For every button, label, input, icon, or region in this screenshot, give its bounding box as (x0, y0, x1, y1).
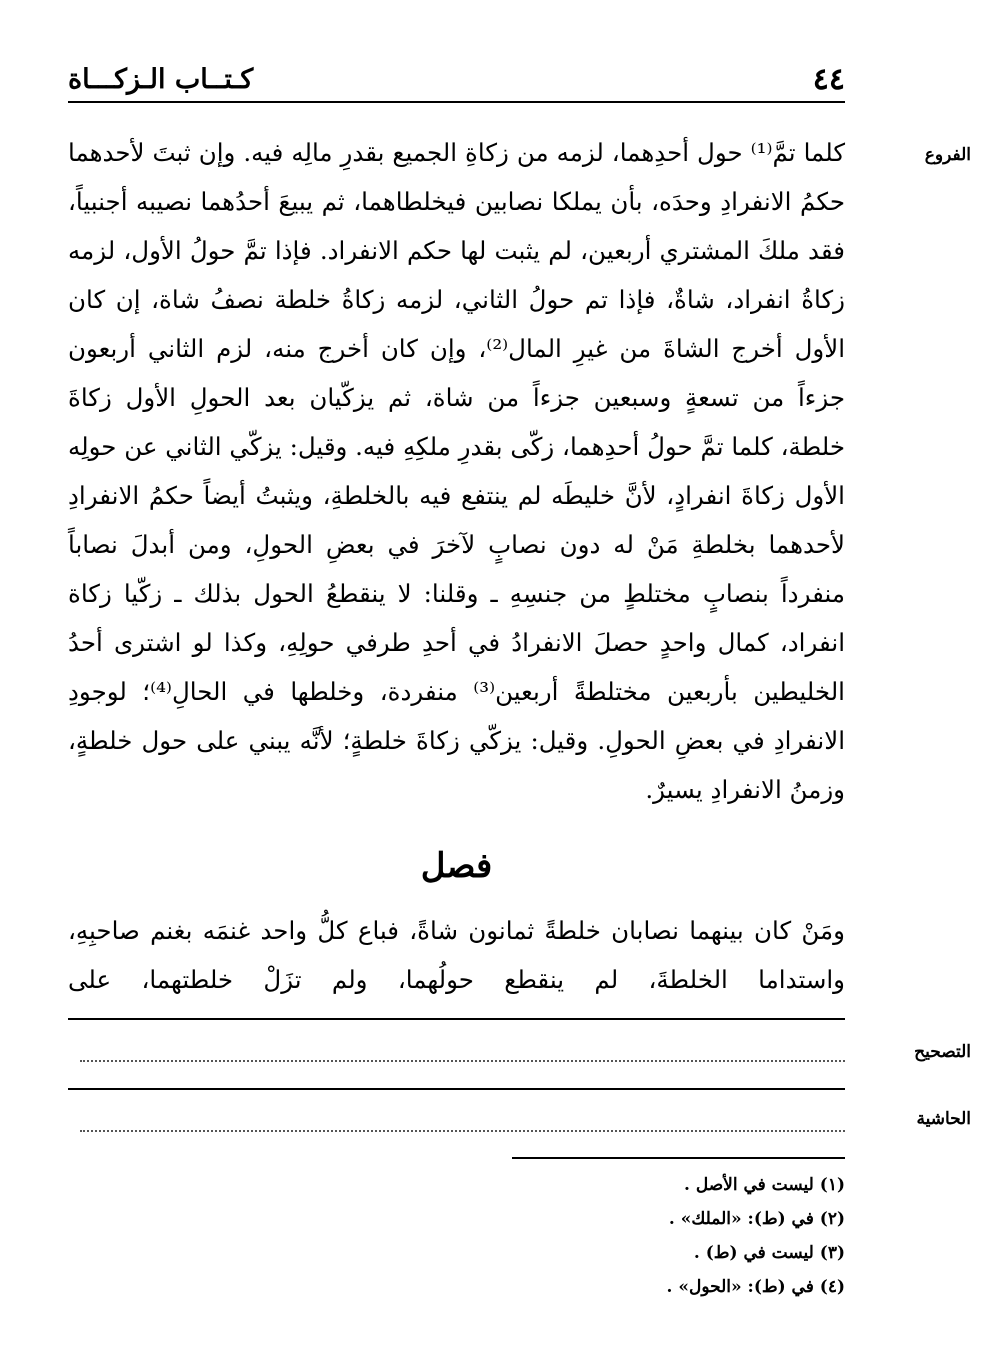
footnote-item: (٤) في (ط): «الحول» . (666, 1277, 845, 1297)
footnote-item: (٣) ليست في (ط) . (693, 1243, 845, 1263)
header-rule (68, 101, 845, 103)
tashih-dotted-line (80, 1060, 845, 1062)
main-text (68, 128, 845, 814)
section-paragraph: ومَنْ كان بينهما نصابان خلطةً ثمانون شاةً، فباع كلُّ واحد غنمَه بغنم صاحبِهِ، واستداما الخلطةَ، لم ينقطع حولُهما، ولم تزَلْ خلطتهما، على (68, 916, 845, 994)
separator-rule (68, 1088, 845, 1090)
margin-label-furu: الفروع (924, 145, 971, 165)
running-title: كـتــاب الـزكـــاة (68, 64, 254, 95)
section-title: فصل (420, 846, 493, 886)
margin-label-tashih: التصحيح (914, 1042, 971, 1062)
section-text (68, 906, 845, 1004)
text-end-rule (68, 1018, 845, 1020)
footnote-rule (512, 1157, 845, 1159)
footnote-item: (٢) في (ط): «الملك» . (668, 1209, 845, 1229)
body-paragraph: كلما تمَّ⁽¹⁾ حول أحدِهما، لزمه من زكاةِ الجميع بقدرِ مالِه فيه. وإن ثبتَ لأحدهما حكمُ الانفرادِ وحدَه، بأن يملكا نصابين فيخلطاهما، ثم يبيعَ أحدُهما نصيبه أجنبياً، فقد ملكَ المشتري أربعين، لم يثبت لها حكم الانفراد. فإذا تمَّ حولُ الأول، لزمه زكاةُ انفراد، شاةٌ، فإذا تم حولُ الثاني، لزمه زكاةُ خلطة نصفُ شاة، إن كان الأول أخرج الشاةَ من غيرِ المال⁽²⁾، وإن كان أخرج منه، لزم الثاني أربعون جزءاً من تسعةٍ وسبعين جزءاً من شاة، ثم يزكّيان بعد الحولِ الأول زكاةَ خلطة، كلما تمَّ حولُ أحدِهما، زكّى بقدرِ ملكِهِ فيه. وقيل: يزكّي الثاني عن حولِه الأول زكاةَ انفرادٍ، لأنَّ خليطَه لم ينتفع فيه بالخلطةِ، ويثبتُ أيضاً حكمُ الانفرادِ لأحدهما بخلطةِ مَنْ له دون نصابٍ لآخرَ في بعضِ الحولِ، ومن أبدلَ نصاباً منفرداً بنصابٍ مختلطٍ من جنسِهِ ـ وقلنا: لا ينقطعُ الحول بذلك ـ زكّيا زكاة انفراد، كمال واحدٍ حصلَ الانفرادُ في أحدِ طرفي حولِهِ، وكذا لو اشترى أحدُ الخليطين بأربعين مختلطةً أربعين⁽³⁾ منفردة، وخلطها في الحالِ⁽⁴⁾؛ لوجودِ الانفرادِ في بعضِ الحولِ. وقيل: يزكّي زكاةَ خلطةٍ؛ لأنَّه يبني على حول خلطةٍ، وزمنُ الانفرادِ يسيرٌ. (68, 138, 846, 804)
page-number: ٤٤ (812, 62, 845, 97)
hashiya-dotted-line (80, 1130, 845, 1132)
margin-label-hashiya: الحاشية (916, 1109, 971, 1129)
footnote-item: (١) ليست في الأصل . (683, 1175, 845, 1195)
footnotes (425, 1168, 845, 1304)
page-header (68, 64, 845, 98)
